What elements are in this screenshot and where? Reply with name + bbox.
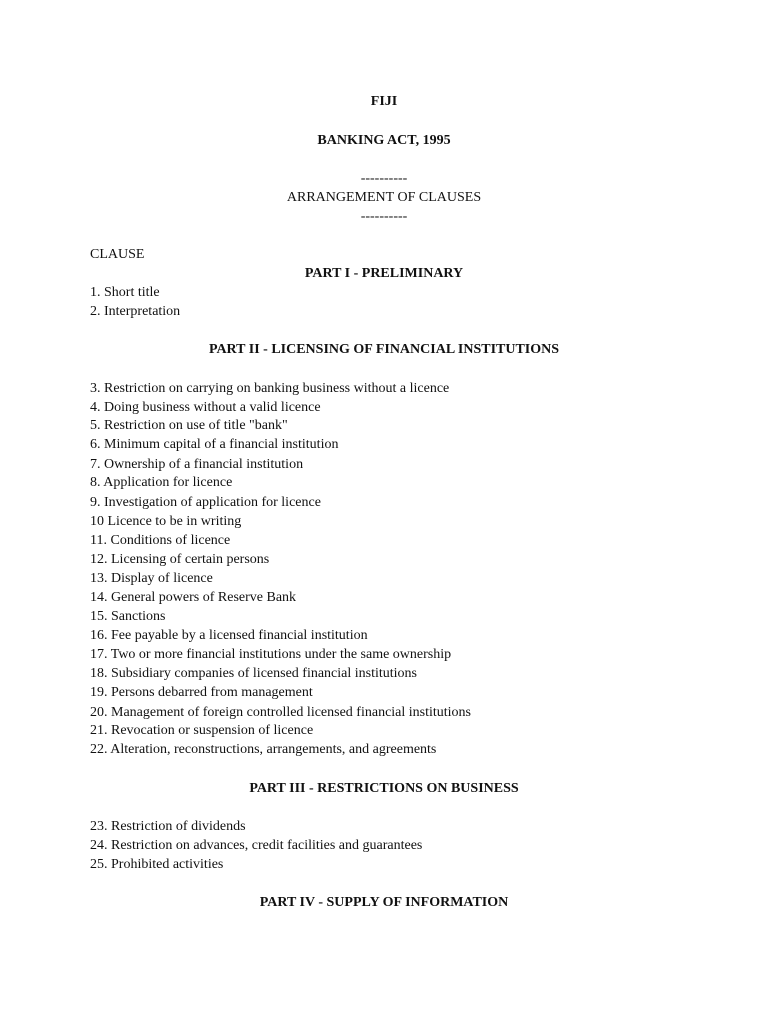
clause-item: 6. Minimum capital of a financial institution xyxy=(90,437,339,452)
clause-item: 8. Application for licence xyxy=(90,475,233,490)
clause-item: 10 Licence to be in writing xyxy=(90,514,242,529)
divider-bottom: ---------- xyxy=(360,209,408,224)
clause-label: CLAUSE xyxy=(90,247,145,262)
arrangement-heading: ARRANGEMENT OF CLAUSES xyxy=(286,190,482,205)
country-title: FIJI xyxy=(370,94,398,109)
clause-item: 11. Conditions of licence xyxy=(90,533,231,548)
clause-item: 24. Restriction on advances, credit facilities and guarantees xyxy=(90,838,423,853)
clause-item: 19. Persons debarred from management xyxy=(90,685,313,700)
act-title: BANKING ACT, 1995 xyxy=(317,133,451,148)
clause-item: 14. General powers of Reserve Bank xyxy=(90,590,297,605)
clause-item: 23. Restriction of dividends xyxy=(90,819,246,834)
clause-item: 2. Interpretation xyxy=(90,304,181,319)
clause-item: 22. Alteration, reconstructions, arrangements, and agreements xyxy=(90,742,437,757)
part-heading: PART II - LICENSING OF FINANCIAL INSTITUTIONS xyxy=(208,342,560,357)
clause-item: 17. Two or more financial institutions under the same ownership xyxy=(90,647,452,662)
clause-item: 18. Subsidiary companies of licensed financial institutions xyxy=(90,666,417,681)
clause-item: 3. Restriction on carrying on banking business without a licence xyxy=(90,381,450,396)
clause-item: 21. Revocation or suspension of licence xyxy=(90,723,314,738)
clause-item: 15. Sanctions xyxy=(90,609,166,624)
clause-item: 9. Investigation of application for licence xyxy=(90,495,321,510)
clause-item: 1. Short title xyxy=(90,285,160,300)
part-heading: PART III - RESTRICTIONS ON BUSINESS xyxy=(249,781,519,796)
clause-item: 4. Doing business without a valid licence xyxy=(90,400,321,415)
clause-item: 16. Fee payable by a licensed financial institution xyxy=(90,628,368,643)
part-heading: PART I - PRELIMINARY xyxy=(304,266,464,281)
part-heading: PART IV - SUPPLY OF INFORMATION xyxy=(259,895,509,910)
clause-item: 25. Prohibited activities xyxy=(90,857,224,872)
clause-item: 12. Licensing of certain persons xyxy=(90,552,270,567)
clause-item: 5. Restriction on use of title "bank" xyxy=(90,418,288,433)
divider-top: ---------- xyxy=(360,171,408,186)
clause-item: 13. Display of licence xyxy=(90,571,213,586)
clause-item: 20. Management of foreign controlled licensed financial institutions xyxy=(90,705,472,720)
clause-item: 7. Ownership of a financial institution xyxy=(90,457,304,472)
